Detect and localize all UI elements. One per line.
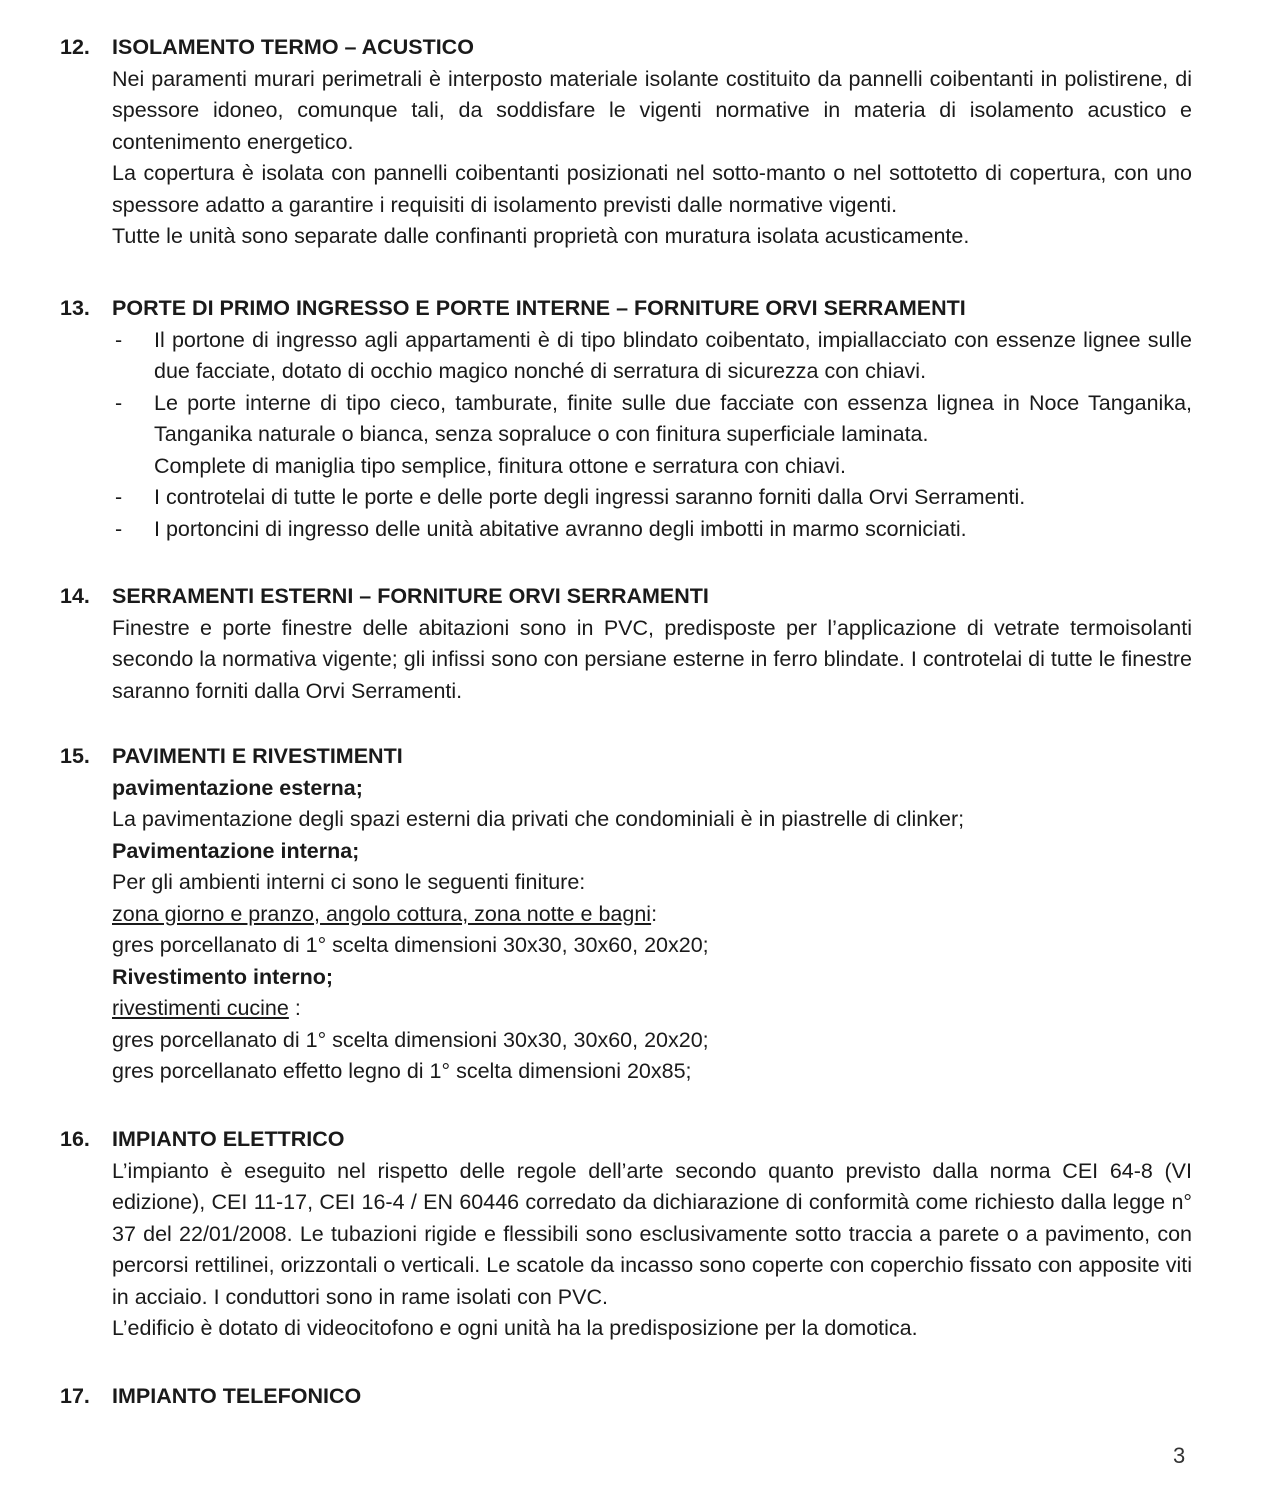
zone-label: zona giorno e pranzo, angolo cottura, zona notte e bagni bbox=[112, 901, 652, 926]
list-marker: - bbox=[115, 327, 123, 352]
list-marker: - bbox=[115, 516, 123, 541]
paragraph: La copertura è isolata con pannelli coibentanti posizionati nel sotto-manto o nel sottotetto di copertura, con uno spessore adatto a garantire i requisiti di isolamento previsti dalle normative vigenti. bbox=[112, 161, 1192, 217]
paragraph: L’impianto è eseguito nel rispetto delle regole dell’arte secondo quanto previsto dalla norma CEI 64-8 (VI edizione), CEI 11-17, CEI 16-4 / EN 60446 corredato da dichiarazione di conformità come richiesto dalla legge n° 37 del 22/01/2008. Le tubazioni rigide e flessibili sono esclusivamente sotto traccia a parete o a pavimento, con percorsi rettilinei, orizzontali o verticali. Le scatole da incasso sono coperte con coperchio fissato con apposite viti in acciaio. I conduttori sono in rame isolati con PVC. bbox=[112, 1158, 1192, 1309]
paragraph: L’edificio è dotato di videocitofono e ogni unità ha la predisposizione per la domotica. bbox=[112, 1316, 918, 1340]
subheading-internal-flooring: Pavimentazione interna; bbox=[112, 838, 360, 863]
subheading-internal-cladding: Rivestimento interno; bbox=[112, 964, 333, 989]
section-title: PORTE DI PRIMO INGRESSO E PORTE INTERNE – FORNITURE ORVI SERRAMENTI bbox=[112, 296, 966, 320]
subheading-external-flooring: pavimentazione esterna; bbox=[112, 775, 363, 800]
section-number: 12. bbox=[60, 35, 90, 59]
list-item-text: I controtelai di tutte le porte e delle porte degli ingressi saranno forniti dalla Orvi Serramenti. bbox=[154, 485, 1026, 509]
list-item-text: I portoncini di ingresso delle unità abitative avranno degli imbotti in marmo scorniciati. bbox=[154, 516, 967, 541]
list-item-text: Le porte interne di tipo cieco, tamburate, finite sulle due facciate con essenza lignea in Noce Tanganika, Tanganika naturale o bianca, senza sopraluce o con finitura superficiale laminata. bbox=[154, 390, 1192, 446]
zone-label: rivestimenti cucine bbox=[112, 996, 289, 1020]
paragraph: Finestre e porte finestre delle abitazioni sono in PVC, predisposte per l’applicazione di vetrate termoisolanti secondo la normativa vigente; gli infissi sono con persiane esterne in ferro blindate. I controtelai di tutte le finestre saranno forniti dalla Orvi Serramenti. bbox=[112, 615, 1192, 703]
zone-line bbox=[112, 993, 1192, 1025]
section-body bbox=[112, 613, 1192, 708]
paragraph: gres porcellanato di 1° scelta dimensioni 30x30, 30x60, 20x20; bbox=[112, 1027, 709, 1052]
paragraph: La pavimentazione degli spazi esterni dia privati che condominiali è in piastrelle di clinker; bbox=[112, 807, 965, 831]
list-item-text: Il portone di ingresso agli appartamenti è di tipo blindato coibentato, impiallacciato con essenze lignee sulle due facciate, dotato di occhio magico nonché di serratura di sicurezza con chiavi. bbox=[154, 327, 1192, 383]
list-item bbox=[112, 325, 1192, 388]
section-number: 17. bbox=[60, 1384, 90, 1408]
section-title: IMPIANTO TELEFONICO bbox=[112, 1384, 362, 1408]
paragraph: Per gli ambienti interni ci sono le seguenti finiture: bbox=[112, 870, 586, 894]
list-marker: - bbox=[115, 390, 123, 415]
list-item-continuation: Complete di maniglia tipo semplice, finitura ottone e serratura con chiavi. bbox=[154, 453, 846, 478]
paragraph: gres porcellanato di 1° scelta dimensioni 30x30, 30x60, 20x20; bbox=[112, 933, 709, 957]
section-body bbox=[112, 325, 1192, 546]
section-body bbox=[112, 1156, 1192, 1345]
section-body bbox=[112, 64, 1192, 253]
section-title: SERRAMENTI ESTERNI – FORNITURE ORVI SERRAMENTI bbox=[112, 584, 709, 608]
list-marker: - bbox=[115, 485, 123, 509]
section-number: 14. bbox=[60, 584, 90, 608]
zone-line bbox=[112, 899, 1192, 931]
list-item bbox=[112, 514, 1192, 546]
section-body bbox=[112, 773, 1192, 1088]
zone-label-suffix: : bbox=[651, 901, 658, 926]
paragraph: Nei paramenti murari perimetrali è interposto materiale isolante costituito da pannelli coibentanti in polistirene, di spessore idoneo, comunque tali, da soddisfare le vigenti normative in materia di isolamento acustico e contenimento energetico. bbox=[112, 66, 1192, 154]
paragraph: gres porcellanato effetto legno di 1° scelta dimensioni 20x85; bbox=[112, 1059, 692, 1083]
section-number: 13. bbox=[60, 296, 90, 320]
list-item bbox=[112, 482, 1192, 514]
page-number: 3 bbox=[1173, 1443, 1186, 1468]
section-title: ISOLAMENTO TERMO – ACUSTICO bbox=[112, 35, 474, 59]
section-title: PAVIMENTI E RIVESTIMENTI bbox=[112, 744, 403, 768]
section-number: 16. bbox=[60, 1127, 90, 1151]
section-title: IMPIANTO ELETTRICO bbox=[112, 1127, 345, 1151]
paragraph: Tutte le unità sono separate dalle confinanti proprietà con muratura isolata acusticamente. bbox=[112, 224, 970, 248]
section-number: 15. bbox=[60, 744, 90, 768]
list-item bbox=[112, 388, 1192, 483]
zone-label-suffix: : bbox=[288, 996, 301, 1020]
bullet-list bbox=[112, 325, 1192, 546]
